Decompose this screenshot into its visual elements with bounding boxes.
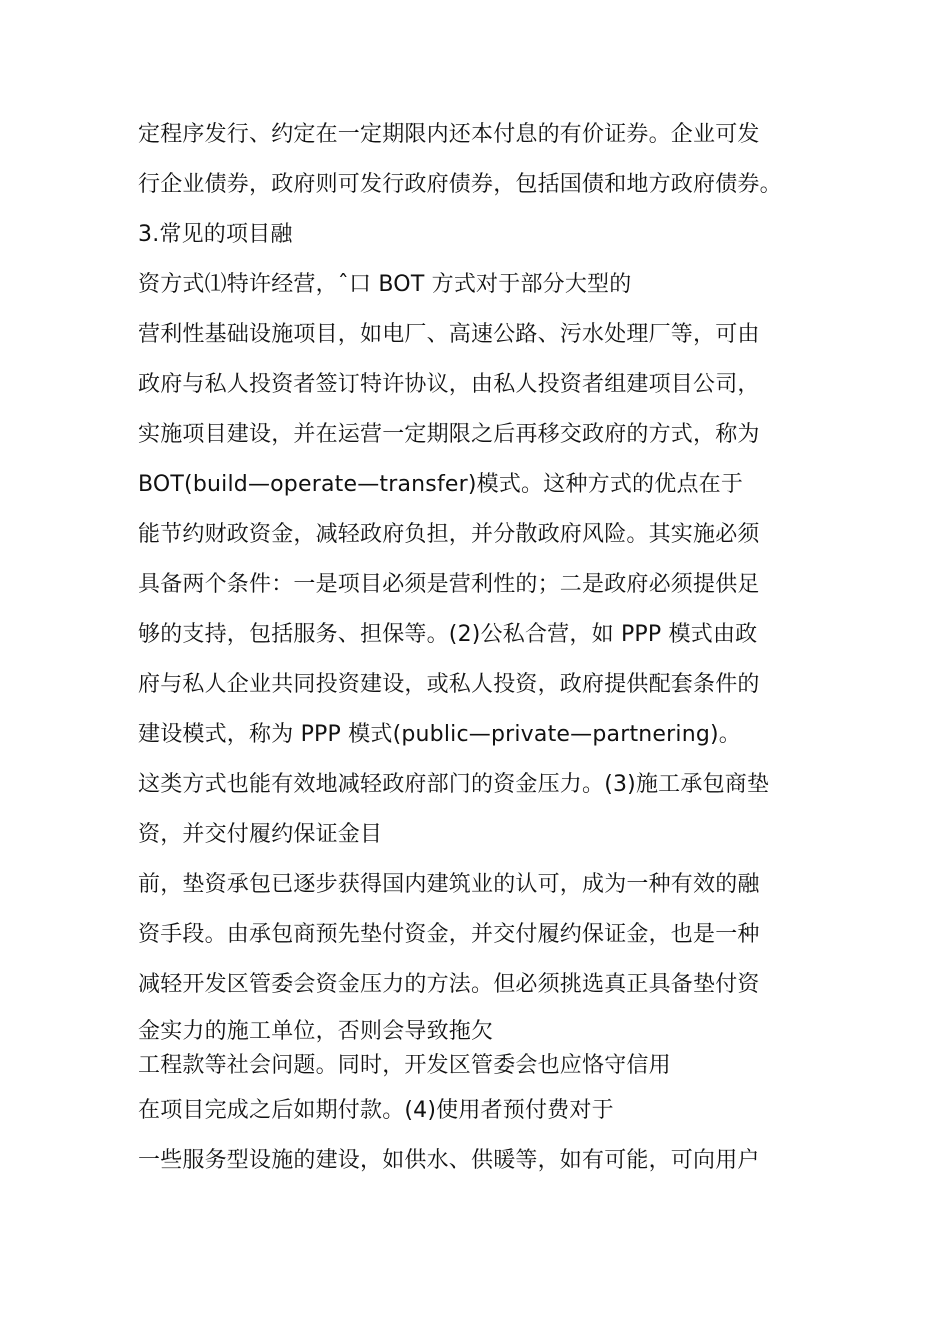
text-line: 这类方式也能有效地减轻政府部门的资金压力。(3)施工承包商垫	[138, 772, 770, 797]
text-line: 在项目完成之后如期付款。(4)使用者预付费对于	[138, 1098, 614, 1123]
text-line: 资方式⑴特许经营，ˆ口 BOT 方式对于部分大型的	[138, 272, 632, 297]
text-line: 资，并交付履约保证金目	[138, 822, 383, 847]
text-line: 定程序发行、约定在一定期限内还本付息的有价证券。企业可发	[138, 122, 760, 147]
text-line: 资手段。由承包商预先垫付资金，并交付履约保证金，也是一种	[138, 922, 760, 947]
text-line: 具备两个条件：一是项目必须是营利性的；二是政府必须提供足	[138, 572, 760, 597]
text-line: 3.常见的项目融	[138, 222, 293, 247]
text-line: 府与私人企业共同投资建设，或私人投资，政府提供配套条件的	[138, 672, 760, 697]
text-line: 能节约财政资金，减轻政府负担，并分散政府风险。其实施必须	[138, 522, 760, 547]
text-line: 政府与私人投资者签订特许协议，由私人投资者组建项目公司，	[138, 372, 760, 397]
text-line: 减轻开发区管委会资金压力的方法。但必须挑选真正具备垫付资	[138, 972, 760, 997]
text-line: 工程款等社会问题。同时，开发区管委会也应恪守信用	[138, 1053, 671, 1078]
text-line: 行企业债券，政府则可发行政府债券，包括国债和地方政府债券。	[138, 172, 782, 197]
text-line: 够的支持，包括服务、担保等。(2)公私合营，如 PPP 模式由政	[138, 622, 758, 647]
text-line: 营利性基础设施项目，如电厂、高速公路、污水处理厂等，可由	[138, 322, 760, 347]
text-line: 实施项目建设，并在运营一定期限之后再移交政府的方式，称为	[138, 422, 760, 447]
text-line: 金实力的施工单位，否则会导致拖欠	[138, 1019, 494, 1044]
text-line: 建设模式，称为 PPP 模式(public—private—partnering)。	[138, 722, 741, 747]
text-line: BOT(build—operate—transfer)模式。这种方式的优点在于	[138, 472, 744, 497]
text-line: 一些服务型设施的建设，如供水、供暖等，如有可能，可向用户	[138, 1148, 760, 1173]
text-line: 前，垫资承包已逐步获得国内建筑业的认可，成为一种有效的融	[138, 872, 760, 897]
